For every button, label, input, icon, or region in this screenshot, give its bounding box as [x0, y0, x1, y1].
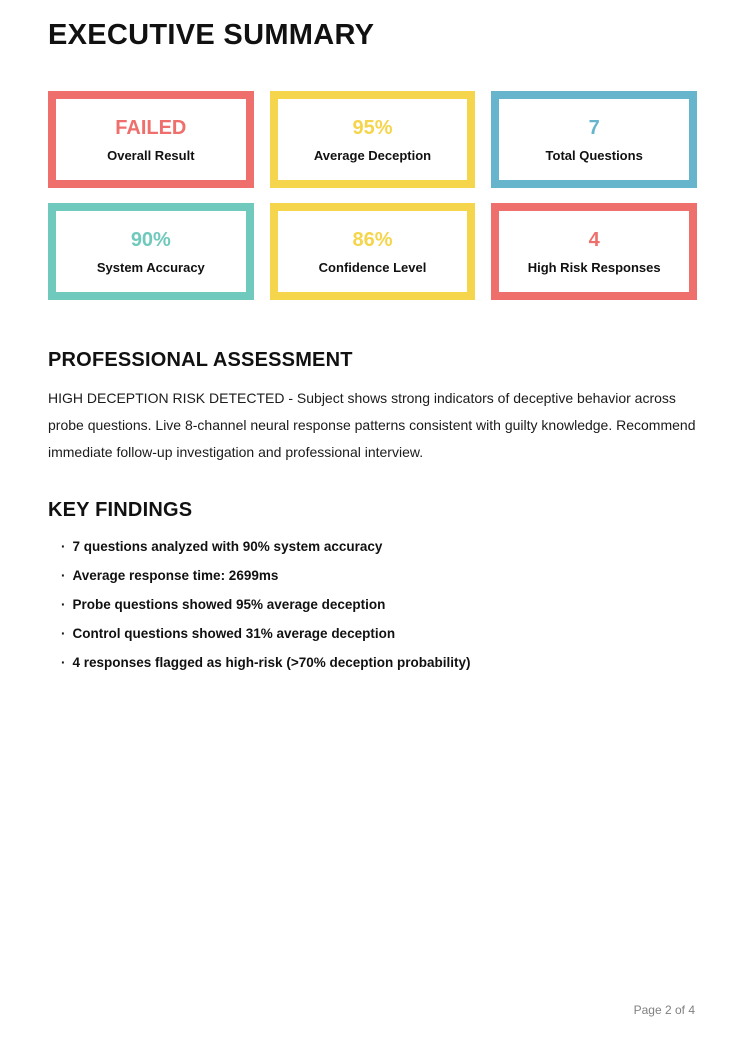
page-title: EXECUTIVE SUMMARY — [48, 19, 375, 51]
stat-card-confidence-level — [270, 203, 476, 300]
page-number: Page 2 of 4 — [633, 1003, 695, 1017]
list-item-text: Average response time: 2699ms — [72, 568, 279, 583]
key-findings-heading: KEY FINDINGS — [48, 499, 193, 521]
bullet-icon: · — [61, 655, 66, 670]
stat-card-label: System Accuracy — [96, 259, 205, 275]
list-item-text: 4 responses flagged as high-risk (>70% deception probability) — [72, 655, 471, 670]
stat-card-label: Confidence Level — [318, 259, 427, 275]
stat-card-total-questions — [491, 91, 697, 188]
stat-card-overall-result — [48, 91, 254, 188]
stat-card-high-risk-responses — [491, 203, 697, 300]
professional-assessment-heading: PROFESSIONAL ASSESSMENT — [48, 349, 353, 371]
stat-card-system-accuracy — [48, 203, 254, 300]
stat-card-value: 95% — [352, 116, 393, 139]
bullet-icon: · — [61, 539, 66, 554]
list-item-text: Control questions showed 31% average deception — [72, 626, 396, 641]
stat-card-average-deception — [270, 91, 476, 188]
stat-card-value: 86% — [352, 228, 393, 251]
stat-card-label: Average Deception — [313, 147, 432, 163]
list-item — [61, 656, 697, 670]
stat-card-value: 4 — [588, 228, 600, 251]
stat-card-value: 90% — [130, 228, 171, 251]
professional-assessment-text: HIGH DECEPTION RISK DETECTED - Subject shows strong indicators of deceptive behavior across probe questions. Live 8-channel neural response patterns consistent with guilty knowledge. Recommend immediate follow-up investigation and professional interview. — [48, 390, 696, 460]
list-item-text: 7 questions analyzed with 90% system accuracy — [72, 539, 383, 554]
list-item — [61, 627, 697, 641]
stat-cards-grid — [48, 91, 697, 300]
list-item — [61, 540, 697, 554]
list-item-text: Probe questions showed 95% average deception — [72, 597, 386, 612]
stat-card-value: FAILED — [115, 116, 187, 139]
list-item — [61, 569, 697, 583]
bullet-icon: · — [61, 568, 66, 583]
bullet-icon: · — [61, 626, 66, 641]
stat-card-label: High Risk Responses — [527, 259, 661, 275]
stat-card-label: Overall Result — [107, 147, 195, 163]
bullet-icon: · — [61, 597, 66, 612]
stat-card-value: 7 — [588, 116, 600, 139]
stat-card-label: Total Questions — [545, 147, 643, 163]
list-item — [61, 598, 697, 612]
key-findings-list — [48, 540, 697, 670]
